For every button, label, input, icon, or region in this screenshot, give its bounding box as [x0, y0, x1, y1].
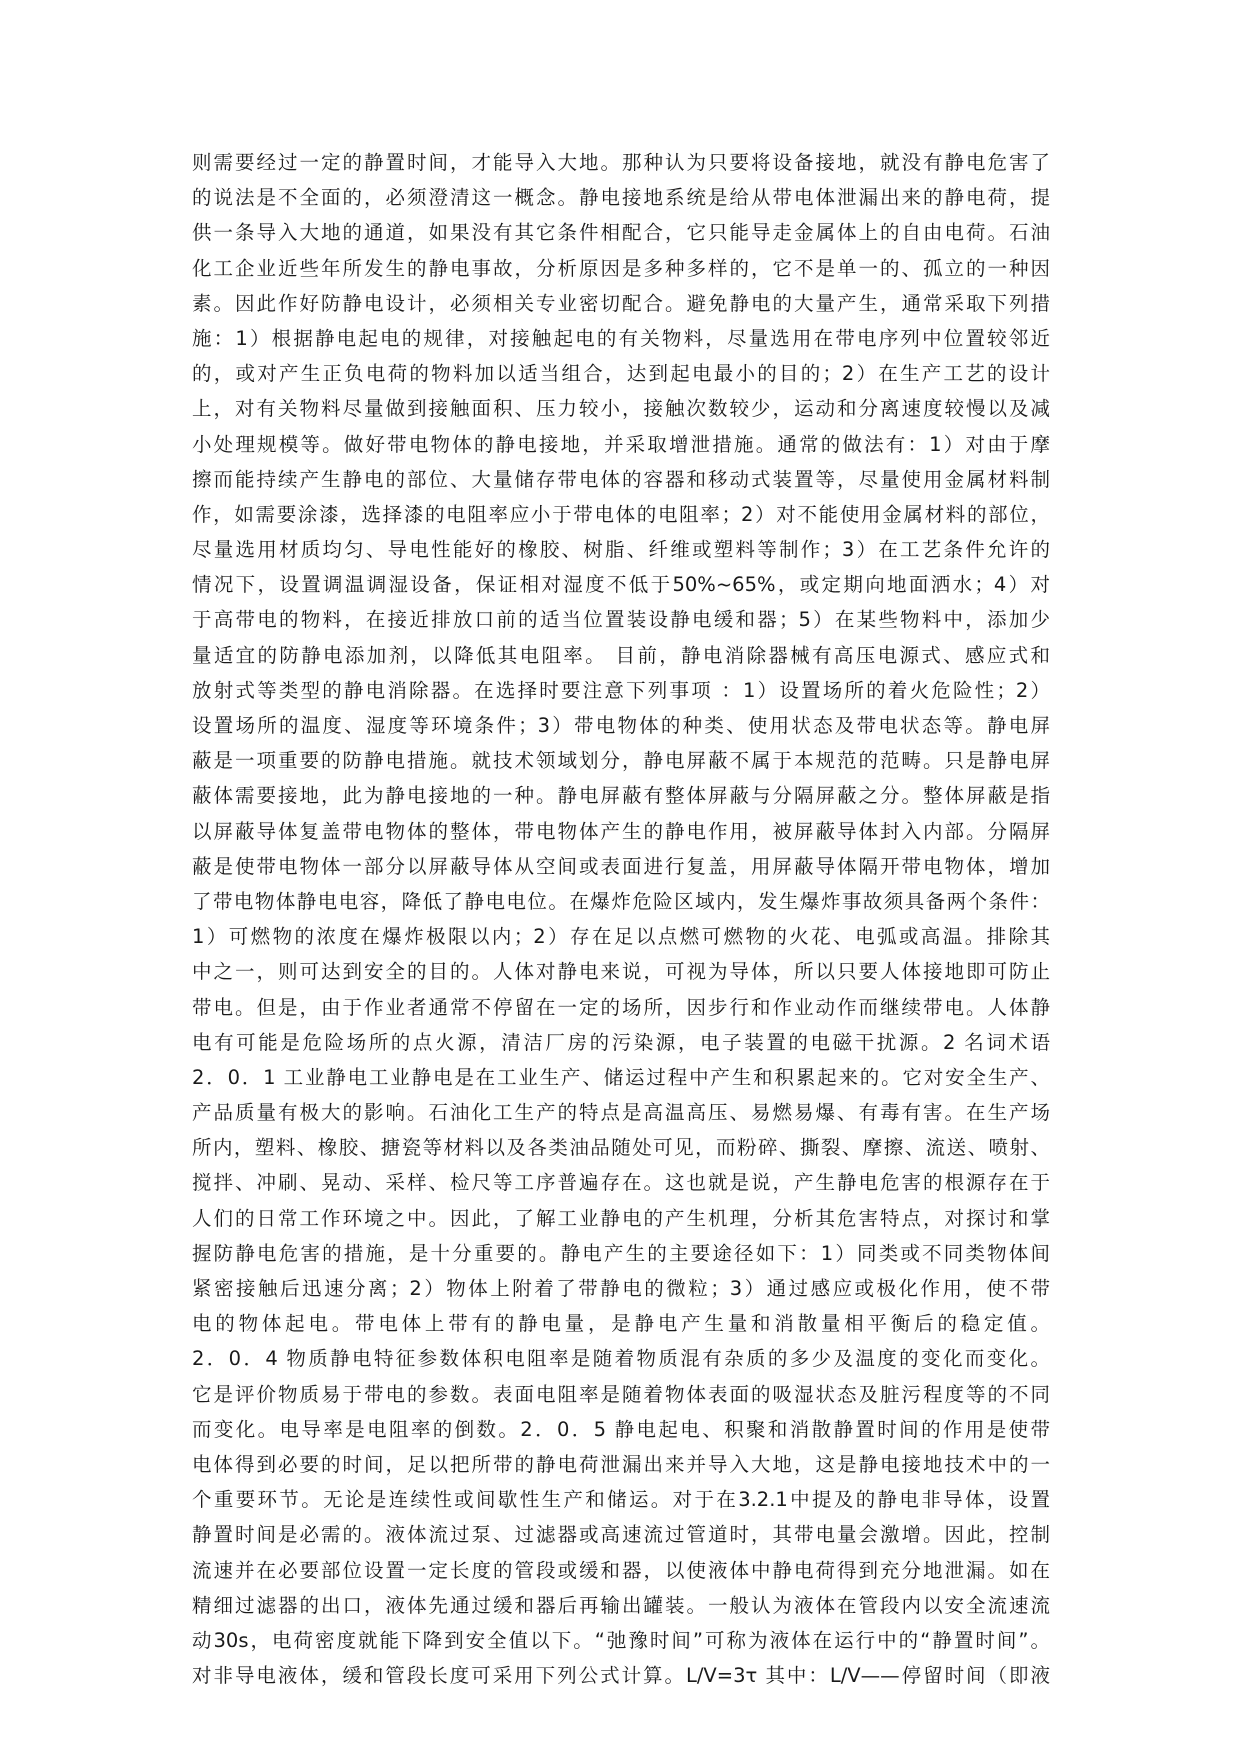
- text-line: 流速并在必要部位设置一定长度的管段或缓和器，以使液体中静电荷得到充分地泄漏。如在: [192, 1558, 1050, 1582]
- text-line: 的说法是不全面的，必须澄清这一概念。静电接地系统是给从带电体泄漏出来的静电荷，提: [192, 186, 1050, 210]
- text-line: 放射式等类型的静电消除器。在选择时要注意下列事项 ：1）设置场所的着火危险性；2）: [192, 678, 1050, 702]
- text-line: 上，对有关物料尽量做到接触面积、压力较小，接触次数较少，运动和分离速度较慢以及减: [192, 397, 1050, 421]
- text-line: 电有可能是危险场所的点火源，清洁厂房的污染源，电子装置的电磁干扰源。2 名词术语: [192, 1030, 1050, 1054]
- text-line: 产品质量有极大的影响。石油化工生产的特点是高温高压、易燃易爆、有毒有害。在生产场: [192, 1101, 1050, 1125]
- text-line: 于高带电的物料，在接近排放口前的适当位置装设静电缓和器；5）在某些物料中，添加少: [192, 608, 1050, 632]
- text-line: 了带电物体静电电容，降低了静电电位。在爆炸危险区域内，发生爆炸事故须具备两个条件：: [192, 889, 1050, 913]
- text-line: 化工企业近些年所发生的静电事故，分析原因是多种多样的，它不是单一的、孤立的一种因: [192, 256, 1050, 280]
- text-line: 而变化。电导率是电阻率的倒数。2．0．5 静电起电、积聚和消散静置时间的作用是使带: [192, 1417, 1050, 1441]
- text-line: 蔽体需要接地，此为静电接地的一种。静电屏蔽有整体屏蔽与分隔屏蔽之分。整体屏蔽是指: [192, 784, 1050, 808]
- body-text: [192, 145, 1050, 1693]
- text-line: 施：1）根据静电起电的规律，对接触起电的有关物料，尽量选用在带电序列中位置较邻近: [192, 326, 1050, 350]
- text-line: 的，或对产生正负电荷的物料加以适当组合，达到起电最小的目的；2）在生产工艺的设计: [192, 362, 1050, 386]
- text-line: 中之一，则可达到安全的目的。人体对静电来说，可视为导体，所以只要人体接地即可防止: [192, 960, 1050, 984]
- text-line: 静置时间是必需的。液体流过泵、过滤器或高速流过管道时，其带电量会激增。因此，控制: [192, 1523, 1050, 1547]
- text-line: 紧密接触后迅速分离；2）物体上附着了带静电的微粒；3）通过感应或极化作用，使不带: [192, 1277, 1050, 1300]
- text-line: 搅拌、冲刷、晃动、采样、检尺等工序普遍存在。这也就是说，产生静电危害的根源存在于: [192, 1171, 1050, 1195]
- text-line: 素。因此作好防静电设计，必须相关专业密切配合。避免静电的大量产生，通常采取下列措: [192, 291, 1050, 315]
- text-line: 1）可燃物的浓度在爆炸极限以内；2）存在足以点燃可燃物的火花、电弧或高温。排除其: [192, 925, 1050, 949]
- text-line: 尽量选用材质均匀、导电性能好的橡胶、树脂、纤维或塑料等制作；3）在工艺条件允许的: [192, 538, 1050, 562]
- text-line: 量适宜的防静电添加剂，以降低其电阻率。 目前，静电消除器械有高压电源式、感应式和: [192, 643, 1050, 667]
- text-line: 擦而能持续产生静电的部位、大量储存带电体的容器和移动式装置等，尽量使用金属材料制: [192, 467, 1050, 491]
- text-line: 2．0．4 物质静电特征参数体积电阻率是随着物质混有杂质的多少及温度的变化而变化。: [192, 1347, 1050, 1371]
- text-line: 它是评价物质易于带电的参数。表面电阻率是随着物体表面的吸湿状态及脏污程度等的不同: [192, 1382, 1050, 1406]
- text-line: 电的物体起电。带电体上带有的静电量，是静电产生量和消散量相平衡后的稳定值。: [192, 1312, 1050, 1336]
- text-line: 动30s，电荷密度就能下降到安全值以下。“弛豫时间”可称为液体在运行中的“静置时间”。: [192, 1628, 1050, 1652]
- text-line: 2．0．1 工业静电工业静电是在工业生产、储运过程中产生和积累起来的。它对安全生产、: [192, 1065, 1050, 1089]
- text-line: 个重要环节。无论是连续性或间歇性生产和储运。对于在3.2.1中提及的静电非导体，设置: [192, 1488, 1050, 1512]
- text-line: 设置场所的温度、湿度等环境条件；3）带电物体的种类、使用状态及带电状态等。静电屏: [192, 714, 1050, 737]
- text-line: 作，如需要涂漆，选择漆的电阻率应小于带电体的电阻率；2）对不能使用金属材料的部位，: [192, 502, 1050, 526]
- text-line: 对非导电液体，缓和管段长度可采用下列公式计算。L/V=3τ 其中：L/V——停留时间（即液: [192, 1664, 1050, 1688]
- text-line: 带电。但是，由于作业者通常不停留在一定的场所，因步行和作业动作而继续带电。人体静: [192, 995, 1050, 1019]
- text-line: 人们的日常工作环境之中。因此，了解工业静电的产生机理，分析其危害特点，对探讨和掌: [192, 1206, 1050, 1230]
- text-line: 供一条导入大地的通道，如果没有其它条件相配合，它只能导走金属体上的自由电荷。石油: [192, 221, 1050, 245]
- text-line: 情况下，设置调温调湿设备，保证相对湿度不低于50%~65%，或定期向地面洒水；4）对: [192, 573, 1050, 597]
- text-line: 握防静电危害的措施，是十分重要的。静电产生的主要途径如下：1）同类或不同类物体间: [192, 1241, 1050, 1265]
- text-line: 以屏蔽导体复盖带电物体的整体，带电物体产生的静电作用，被屏蔽导体封入内部。分隔屏: [192, 819, 1050, 843]
- text-line: 精细过滤器的出口，液体先通过缓和器后再输出罐装。一般认为液体在管段内以安全流速流: [192, 1593, 1050, 1617]
- text-line: 小处理规模等。做好带电物体的静电接地，并采取增泄措施。通常的做法有：1）对由于摩: [192, 432, 1050, 456]
- text-line: 所内，塑料、橡胶、搪瓷等材料以及各类油品随处可见，而粉碎、撕裂、摩擦、流送、喷射、: [192, 1136, 1050, 1160]
- text-line: 则需要经过一定的静置时间，才能导入大地。那种认为只要将设备接地，就没有静电危害了: [192, 151, 1050, 174]
- text-line: 电体得到必要的时间，足以把所带的静电荷泄漏出来并导入大地，这是静电接地技术中的一: [192, 1452, 1050, 1476]
- text-line: 蔽是使带电物体一部分以屏蔽导体从空间或表面进行复盖，用屏蔽导体隔开带电物体，增加: [192, 854, 1050, 878]
- text-line: 蔽是一项重要的防静电措施。就技术领域划分，静电屏蔽不属于本规范的范畴。只是静电屏: [192, 749, 1050, 773]
